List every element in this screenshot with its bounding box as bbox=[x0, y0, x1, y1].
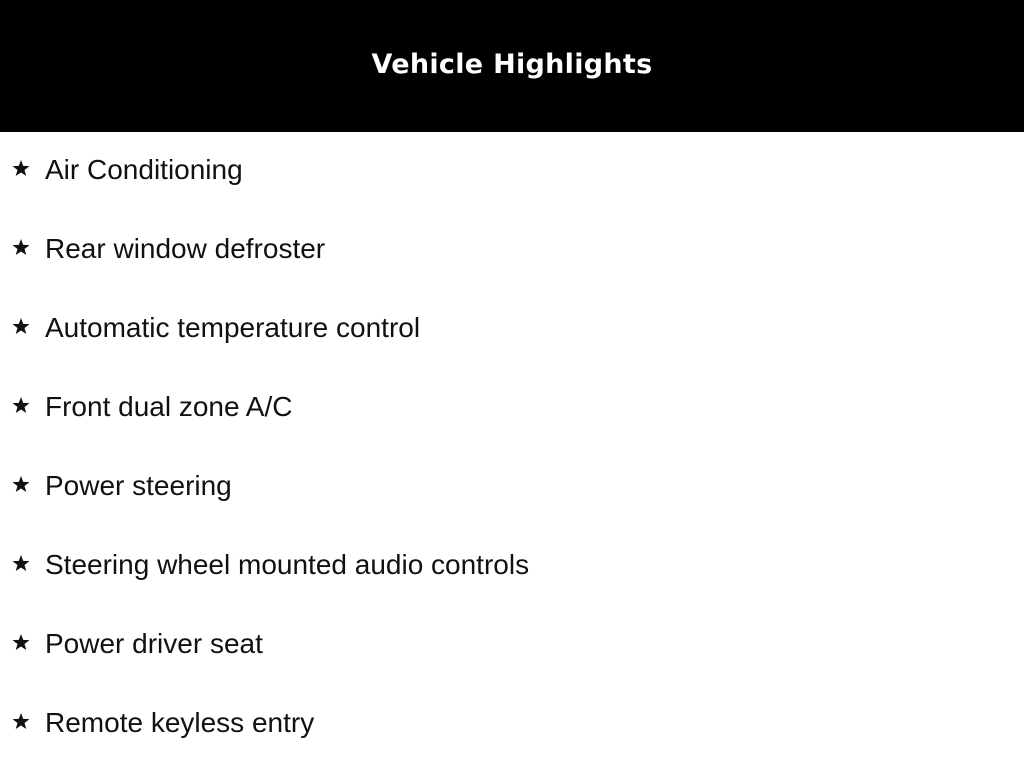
list-item bbox=[0, 369, 1024, 448]
star-icon bbox=[11, 553, 31, 573]
star-icon bbox=[11, 474, 31, 494]
star-icon bbox=[11, 395, 31, 415]
list-item-label: Power steering bbox=[45, 470, 232, 501]
list-item-label: Air Conditioning bbox=[45, 154, 243, 185]
list-item-label: Power driver seat bbox=[45, 628, 263, 659]
star-icon bbox=[11, 632, 31, 652]
list-item bbox=[0, 290, 1024, 369]
list-item-label: Automatic temperature control bbox=[45, 312, 421, 343]
list-item bbox=[0, 448, 1024, 527]
star-icon bbox=[11, 316, 31, 336]
list-item-label: Front dual zone A/C bbox=[45, 391, 293, 422]
highlights-list bbox=[0, 132, 1024, 764]
star-icon bbox=[11, 711, 31, 731]
star-icon bbox=[11, 237, 31, 257]
list-item-label: Rear window defroster bbox=[45, 233, 326, 264]
header-bar bbox=[0, 0, 1024, 132]
list-item bbox=[0, 132, 1024, 211]
list-item-label: Steering wheel mounted audio controls bbox=[45, 549, 530, 580]
list-item bbox=[0, 211, 1024, 290]
page-title: Vehicle Highlights bbox=[371, 48, 653, 80]
star-icon bbox=[11, 158, 31, 178]
list-item bbox=[0, 527, 1024, 606]
list-item bbox=[0, 685, 1024, 764]
list-item bbox=[0, 606, 1024, 685]
list-item-label: Remote keyless entry bbox=[45, 707, 315, 738]
